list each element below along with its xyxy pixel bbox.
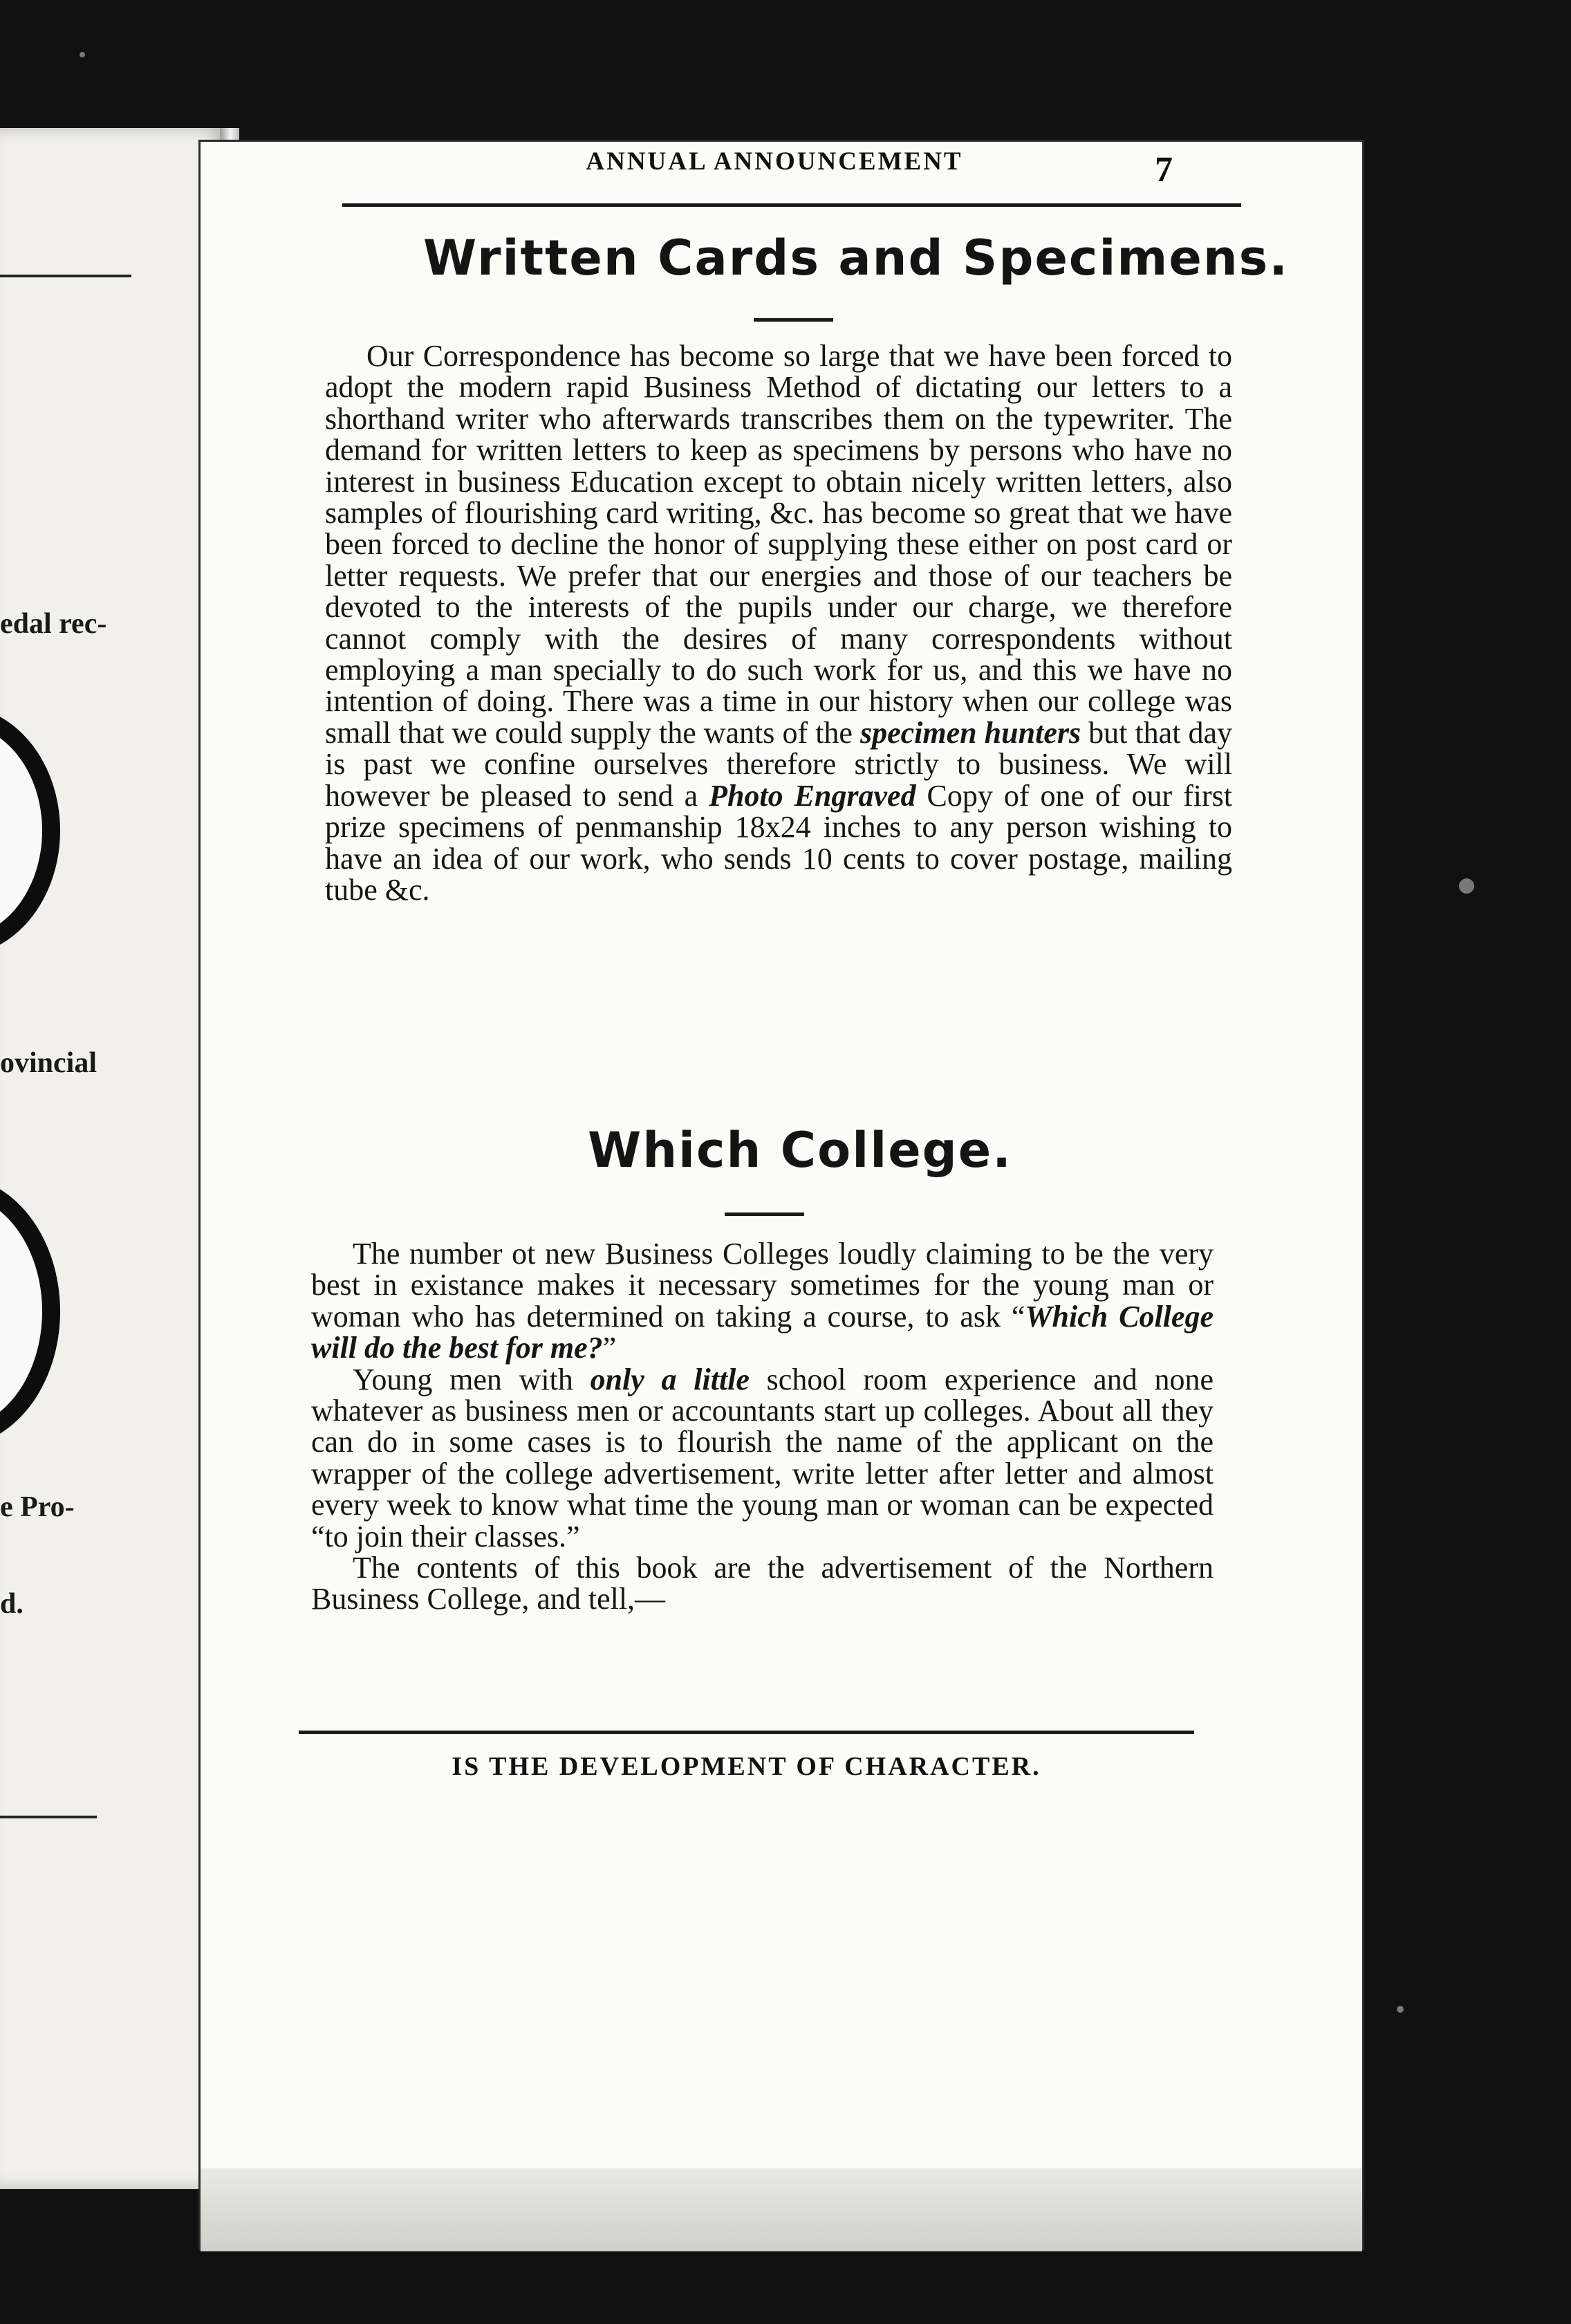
paragraph-correspondence: Our Correspondence has become so large that we have been forced to adopt the modern rapid Business Method of dictating our letters to a shorthand writer who afterwards transcribes them on the typewriter. The demand for written letters to keep as specimens by persons who have no interest in business Education except to obtain nicely written letters, also samples of flourishing card writing, &c. has become so great that we have been forced to decline the honor of supplying these either on post card or letter requests. We prefer that our energies and those of our teachers be devoted to the interests of the pupils under our charge, we therefore cannot comply with the desires of many correspondents without employing a man specially to do such work for us, and this we have no intention of doing. There was a time in our history when our college was small that we could supply the wants of the specimen hunters but that day is past we confine ourselves therefore strictly to business. We will however be pleased to send a Photo Engraved Copy of one of our first prize specimens of penmanship 18x24 inches to any person wishing to have an idea of our work, who sends 10 cents to cover postage, mailing tube &c.: [325, 339, 1233, 907]
emphasis-text: Which College will do the best for me?: [311, 1299, 1214, 1365]
header-rule: [342, 203, 1241, 207]
left-page-fragment: edal rec-: [0, 608, 107, 640]
scan-speck: [80, 52, 85, 57]
section-title-written-cards: Written Cards and Specimens.: [423, 230, 1289, 286]
left-page-fragment: d.: [0, 1588, 24, 1620]
emphasis-text: only a little: [590, 1362, 750, 1396]
scan-speck: [1397, 2006, 1404, 2013]
page-edge: [201, 2168, 1362, 2251]
section-divider: [754, 318, 833, 322]
emphasis-text: Photo Engraved: [709, 778, 916, 813]
running-head: ANNUAL ANNOUNCEMENT: [586, 147, 963, 176]
emphasis-text: specimen hunters: [860, 715, 1081, 750]
left-page-rule-bottom: [0, 1816, 97, 1818]
footer-motto: IS THE DEVELOPMENT OF CHARACTER.: [452, 1752, 1041, 1781]
section-divider: [725, 1212, 804, 1216]
paragraph-which-college: The number ot new Business Colleges loudly claiming to be the very best in existance makes it necessary sometimes for the young man or woman who has determined on taking a course, to ask “Which College will do the best for me?” Young men with only a little school room experience and none whatever as business men or accountants start up colleges. About all they can do in some cases is to flourish the name of the applicant on the wrapper of the college advertisement, write letter after letter and almost every week to know what time the young man or woman can be expected “to join their classes.” The contents of this book are the advertisement of the Northern Business College, and tell,—: [311, 1237, 1214, 1616]
footer-rule: [299, 1731, 1194, 1734]
scan-speck: [1459, 878, 1474, 894]
left-page-rule-top: [0, 275, 131, 277]
previous-page: [0, 128, 228, 2189]
paragraph-contents: The contents of this book are the advertisement of the Northern Business College, and tell,—: [311, 1551, 1214, 1616]
section-title-which-college: Which College.: [588, 1122, 1012, 1179]
left-page-fragment: e Pro-: [0, 1491, 75, 1523]
page-number: 7: [1155, 150, 1173, 190]
left-page-fragment: ovincial: [0, 1047, 97, 1079]
